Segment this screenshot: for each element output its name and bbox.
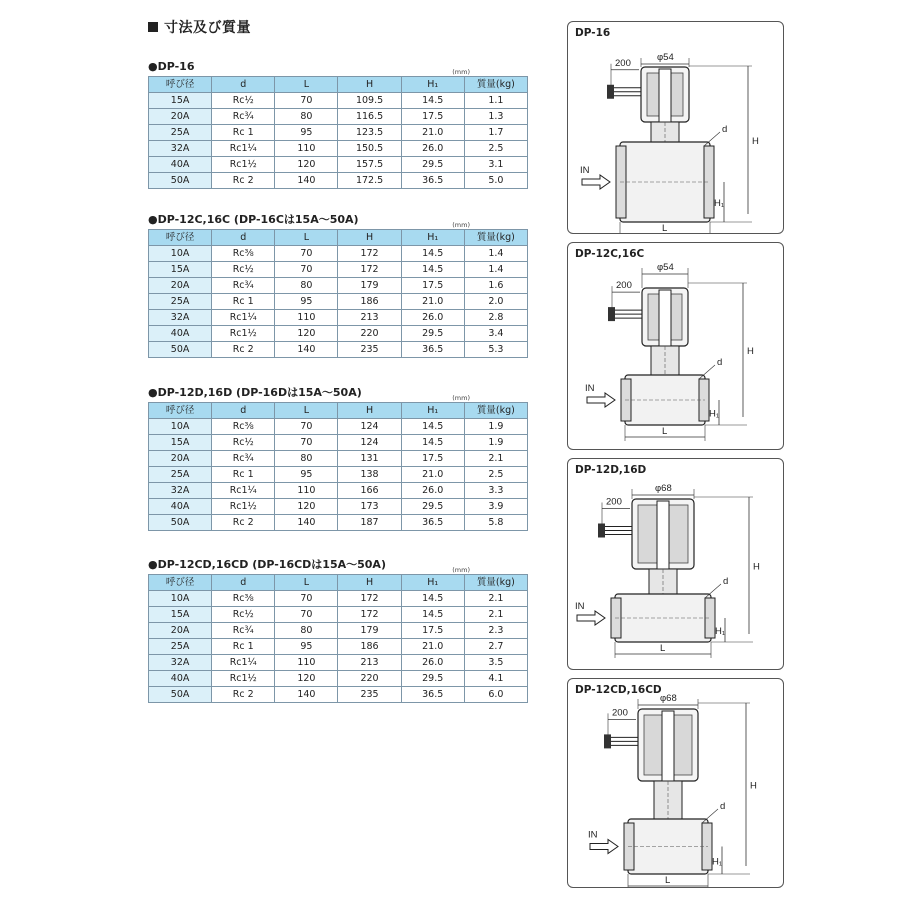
table-row [149, 515, 528, 531]
table-cell: 21.0 [401, 294, 464, 310]
table-row [149, 310, 528, 326]
table-cell: 110 [275, 310, 338, 326]
column-header: H₁ [401, 575, 464, 591]
table-cell: 172.5 [338, 173, 401, 189]
table-cell: 17.5 [401, 623, 464, 639]
height-label: H [753, 561, 760, 573]
column-header: H [338, 575, 401, 591]
table-cell: 40A [149, 157, 212, 173]
table-cell: 17.5 [401, 451, 464, 467]
table-cell: 172 [338, 591, 401, 607]
table-cell: 14.5 [401, 262, 464, 278]
table-cell: Rc 1 [212, 467, 275, 483]
diagram-title: DP-12CD,16CD [575, 684, 662, 696]
table-row [149, 326, 528, 342]
table-cell: 187 [338, 515, 401, 531]
table-cell: 5.3 [464, 342, 527, 358]
table-cell: 70 [275, 246, 338, 262]
table-cell: 17.5 [401, 109, 464, 125]
table-cell: 2.5 [464, 141, 527, 157]
table-title: ●DP-12CD,16CD (DP-16CDは15A～50A) [148, 558, 386, 571]
table-cell: 95 [275, 639, 338, 655]
table-cell: 5.8 [464, 515, 527, 531]
table-cell: 14.5 [401, 419, 464, 435]
spec-table [148, 574, 528, 703]
table-row [149, 278, 528, 294]
table-cell: 20A [149, 109, 212, 125]
table-cell: 120 [275, 499, 338, 515]
table-cell: 5.0 [464, 173, 527, 189]
inlet-label: IN [588, 829, 598, 841]
table-cell: Rc 2 [212, 687, 275, 703]
diagram-title: DP-12C,16C [575, 248, 645, 260]
table-cell: Rc1¼ [212, 141, 275, 157]
h1-label: H₁ [715, 626, 726, 637]
table-cell: 15A [149, 262, 212, 278]
table-cell: 14.5 [401, 246, 464, 262]
table-cell: Rc⅜ [212, 591, 275, 607]
table-cell: 110 [275, 141, 338, 157]
table-cell: 138 [338, 467, 401, 483]
table-header-row [149, 403, 528, 419]
table-cell: Rc¾ [212, 623, 275, 639]
inlet-label: IN [575, 601, 585, 612]
table-row [149, 591, 528, 607]
spec-table-section [148, 386, 528, 531]
table-header-row [149, 230, 528, 246]
port-size-label: d [717, 357, 723, 368]
table-cell: 32A [149, 655, 212, 671]
column-header: d [212, 230, 275, 246]
table-cell: 235 [338, 687, 401, 703]
inlet-label: IN [580, 165, 590, 176]
table-row [149, 419, 528, 435]
spec-table [148, 229, 528, 358]
table-cell: 70 [275, 607, 338, 623]
table-cell: 40A [149, 326, 212, 342]
table-cell: 70 [275, 435, 338, 451]
table-cell: 25A [149, 467, 212, 483]
leader-line [699, 365, 715, 379]
table-cell: Rc 2 [212, 173, 275, 189]
inlet-arrow-icon [582, 175, 610, 189]
table-cell: 3.3 [464, 483, 527, 499]
square-bullet-icon [148, 22, 158, 32]
table-cell: 2.3 [464, 623, 527, 639]
table-cell: 14.5 [401, 607, 464, 623]
table-cell: 26.0 [401, 483, 464, 499]
column-header: H [338, 230, 401, 246]
table-cell: Rc½ [212, 262, 275, 278]
column-header: 呼び径 [149, 230, 212, 246]
cable-length-label: 200 [615, 57, 631, 69]
table-row [149, 687, 528, 703]
table-row [149, 125, 528, 141]
table-cell: 179 [338, 278, 401, 294]
spec-table-section [148, 558, 528, 703]
table-cell: 25A [149, 639, 212, 655]
table-cell: 36.5 [401, 342, 464, 358]
inlet-label: IN [585, 383, 595, 394]
table-cell: 70 [275, 262, 338, 278]
table-header-row [149, 77, 528, 93]
table-cell: 21.0 [401, 125, 464, 141]
column-header: L [275, 77, 338, 93]
table-row [149, 639, 528, 655]
table-cell: 179 [338, 623, 401, 639]
table-cell: 109.5 [338, 93, 401, 109]
table-row [149, 294, 528, 310]
table-cell: Rc⅜ [212, 246, 275, 262]
table-cell: Rc 2 [212, 342, 275, 358]
table-cell: 50A [149, 342, 212, 358]
table-cell: 186 [338, 639, 401, 655]
table-cell: 213 [338, 655, 401, 671]
table-cell: 80 [275, 109, 338, 125]
table-cell: Rc¾ [212, 278, 275, 294]
cable-connector [607, 85, 614, 99]
diagram-panel [567, 458, 784, 670]
spec-table [148, 76, 528, 189]
height-label: H [752, 136, 759, 147]
table-cell: 2.0 [464, 294, 527, 310]
cable-length-label: 200 [616, 280, 632, 292]
spec-table [148, 402, 528, 531]
table-cell: 29.5 [401, 499, 464, 515]
table-cell: 120 [275, 326, 338, 342]
page-title-text: 寸法及び質量 [164, 20, 251, 36]
table-cell: 95 [275, 125, 338, 141]
table-row [149, 607, 528, 623]
table-cell: 36.5 [401, 173, 464, 189]
table-cell: 172 [338, 262, 401, 278]
diagram-title: DP-12D,16D [575, 464, 647, 476]
diameter-label: φ68 [660, 693, 677, 704]
column-header: 質量(kg) [464, 575, 527, 591]
table-cell: 70 [275, 93, 338, 109]
inlet-arrow-icon [577, 611, 605, 625]
diagram-panel [567, 242, 784, 450]
inlet-arrow-icon [590, 840, 618, 854]
table-cell: 1.4 [464, 246, 527, 262]
table-cell: 32A [149, 141, 212, 157]
table-cell: 3.9 [464, 499, 527, 515]
table-cell: 26.0 [401, 310, 464, 326]
page-title [148, 17, 251, 37]
table-cell: Rc 1 [212, 125, 275, 141]
table-row [149, 246, 528, 262]
column-header: H₁ [401, 77, 464, 93]
table-row [149, 342, 528, 358]
table-cell: 3.1 [464, 157, 527, 173]
port-size-label: d [723, 576, 729, 587]
table-cell: 2.1 [464, 591, 527, 607]
table-cell: 70 [275, 419, 338, 435]
table-row [149, 483, 528, 499]
column-header: L [275, 230, 338, 246]
height-label: H [750, 780, 757, 792]
column-header: 呼び径 [149, 403, 212, 419]
table-cell: Rc 2 [212, 515, 275, 531]
table-cell: Rc1¼ [212, 655, 275, 671]
table-cell: 17.5 [401, 278, 464, 294]
table-row [149, 451, 528, 467]
unit-label: (mm) [452, 566, 470, 574]
table-cell: 173 [338, 499, 401, 515]
cable-length-label: 200 [612, 707, 628, 719]
table-cell: 1.9 [464, 435, 527, 451]
diameter-label: φ54 [657, 52, 674, 63]
table-cell: 50A [149, 173, 212, 189]
table-cell: 10A [149, 419, 212, 435]
table-cell: 2.7 [464, 639, 527, 655]
table-cell: 2.5 [464, 467, 527, 483]
length-label: L [665, 875, 671, 886]
table-cell: 3.4 [464, 326, 527, 342]
table-cell: Rc½ [212, 93, 275, 109]
column-header: 呼び径 [149, 575, 212, 591]
table-cell: 95 [275, 294, 338, 310]
table-cell: 14.5 [401, 93, 464, 109]
valve-drawing [568, 459, 783, 669]
table-cell: 220 [338, 326, 401, 342]
table-cell: 116.5 [338, 109, 401, 125]
table-cell: 25A [149, 125, 212, 141]
diameter-label: φ54 [657, 262, 674, 273]
table-cell: Rc¾ [212, 109, 275, 125]
table-row [149, 173, 528, 189]
table-cell: 26.0 [401, 655, 464, 671]
table-cell: 10A [149, 246, 212, 262]
height-label: H [747, 346, 754, 357]
column-header: H₁ [401, 403, 464, 419]
length-label: L [660, 643, 666, 654]
table-cell: 140 [275, 342, 338, 358]
cable-connector [608, 307, 615, 321]
table-cell: Rc 1 [212, 639, 275, 655]
table-cell: 29.5 [401, 671, 464, 687]
plunger-tube [657, 501, 669, 579]
table-cell: 80 [275, 278, 338, 294]
table-cell: Rc1½ [212, 157, 275, 173]
table-cell: 6.0 [464, 687, 527, 703]
column-header: L [275, 575, 338, 591]
spec-table-section [148, 213, 528, 358]
table-cell: 20A [149, 451, 212, 467]
unit-label: (mm) [452, 394, 470, 402]
column-header: d [212, 403, 275, 419]
table-cell: 36.5 [401, 687, 464, 703]
table-cell: Rc½ [212, 607, 275, 623]
table-cell: Rc½ [212, 435, 275, 451]
table-cell: Rc1½ [212, 499, 275, 515]
table-cell: 50A [149, 515, 212, 531]
table-cell: 14.5 [401, 435, 464, 451]
table-cell: 2.1 [464, 451, 527, 467]
table-cell: 220 [338, 671, 401, 687]
table-row [149, 467, 528, 483]
cable-connector [598, 524, 605, 538]
table-cell: 140 [275, 173, 338, 189]
table-cell: 1.6 [464, 278, 527, 294]
table-cell: 10A [149, 591, 212, 607]
table-cell: 213 [338, 310, 401, 326]
table-cell: 110 [275, 655, 338, 671]
table-cell: 20A [149, 623, 212, 639]
table-row [149, 623, 528, 639]
column-header: d [212, 77, 275, 93]
valve-drawing [568, 243, 783, 449]
table-cell: 40A [149, 671, 212, 687]
table-cell: 186 [338, 294, 401, 310]
h1-label: H₁ [709, 408, 720, 420]
table-cell: 50A [149, 687, 212, 703]
table-cell: 124 [338, 435, 401, 451]
diagram-panel [567, 21, 784, 234]
table-cell: 4.1 [464, 671, 527, 687]
table-cell: 14.5 [401, 591, 464, 607]
table-row [149, 109, 528, 125]
table-title: ●DP-16 [148, 60, 195, 73]
valve-drawing [568, 22, 783, 233]
table-cell: 36.5 [401, 515, 464, 531]
column-header: d [212, 575, 275, 591]
table-cell: 3.5 [464, 655, 527, 671]
column-header: H₁ [401, 230, 464, 246]
table-cell: 131 [338, 451, 401, 467]
table-cell: 172 [338, 607, 401, 623]
cable-length-label: 200 [606, 496, 622, 508]
column-header: L [275, 403, 338, 419]
table-cell: Rc1½ [212, 671, 275, 687]
table-cell: 29.5 [401, 157, 464, 173]
leader-line [705, 584, 721, 598]
table-cell: 235 [338, 342, 401, 358]
diagram-panel [567, 678, 784, 888]
table-cell: 29.5 [401, 326, 464, 342]
table-cell: 1.4 [464, 262, 527, 278]
table-row [149, 435, 528, 451]
table-cell: 110 [275, 483, 338, 499]
plunger-tube [662, 711, 674, 791]
table-cell: 140 [275, 515, 338, 531]
diagram-title: DP-16 [575, 27, 611, 39]
table-cell: Rc1¼ [212, 310, 275, 326]
column-header: 質量(kg) [464, 403, 527, 419]
table-cell: 140 [275, 687, 338, 703]
table-row [149, 655, 528, 671]
table-row [149, 157, 528, 173]
table-title: ●DP-12C,16C (DP-16Cは15A～50A) [148, 213, 359, 226]
diameter-label: φ68 [655, 483, 672, 494]
table-row [149, 671, 528, 687]
table-cell: 80 [275, 623, 338, 639]
column-header: 質量(kg) [464, 230, 527, 246]
table-header-row [149, 575, 528, 591]
column-header: H [338, 403, 401, 419]
table-cell: 15A [149, 607, 212, 623]
table-cell: 32A [149, 310, 212, 326]
cable-connector [604, 734, 611, 748]
table-cell: 21.0 [401, 639, 464, 655]
table-cell: 40A [149, 499, 212, 515]
table-cell: 25A [149, 294, 212, 310]
leader-line [702, 809, 718, 823]
table-cell: 32A [149, 483, 212, 499]
column-header: 呼び径 [149, 77, 212, 93]
table-title: ●DP-12D,16D (DP-16Dは15A～50A) [148, 386, 362, 399]
table-cell: 15A [149, 435, 212, 451]
table-row [149, 141, 528, 157]
table-cell: 150.5 [338, 141, 401, 157]
table-row [149, 93, 528, 109]
table-cell: Rc 1 [212, 294, 275, 310]
bonnet [651, 346, 679, 379]
table-cell: 1.9 [464, 419, 527, 435]
spec-table-section [148, 60, 528, 189]
table-cell: Rc1½ [212, 326, 275, 342]
table-cell: Rc⅜ [212, 419, 275, 435]
table-cell: 80 [275, 451, 338, 467]
table-cell: 123.5 [338, 125, 401, 141]
port-size-label: d [720, 801, 726, 812]
table-cell: 1.7 [464, 125, 527, 141]
table-cell: 166 [338, 483, 401, 499]
table-cell: 120 [275, 671, 338, 687]
table-row [149, 499, 528, 515]
table-cell: 2.1 [464, 607, 527, 623]
table-row [149, 262, 528, 278]
table-cell: 21.0 [401, 467, 464, 483]
table-cell: 120 [275, 157, 338, 173]
port-size-label: d [722, 124, 728, 135]
leader-line [704, 132, 720, 146]
length-label: L [662, 223, 668, 233]
unit-label: (mm) [452, 221, 470, 229]
unit-label: (mm) [452, 68, 470, 76]
table-cell: 1.1 [464, 93, 527, 109]
table-cell: 95 [275, 467, 338, 483]
table-cell: Rc1¼ [212, 483, 275, 499]
table-cell: 2.8 [464, 310, 527, 326]
column-header: 質量(kg) [464, 77, 527, 93]
valve-drawing [568, 679, 783, 887]
h1-label: H₁ [712, 856, 723, 868]
inlet-arrow-icon [587, 393, 615, 407]
table-cell: 15A [149, 93, 212, 109]
table-cell: 26.0 [401, 141, 464, 157]
table-cell: 172 [338, 246, 401, 262]
column-header: H [338, 77, 401, 93]
table-cell: 1.3 [464, 109, 527, 125]
h1-label: H₁ [714, 198, 725, 209]
table-cell: 70 [275, 591, 338, 607]
length-label: L [662, 426, 668, 437]
table-cell: Rc¾ [212, 451, 275, 467]
table-cell: 157.5 [338, 157, 401, 173]
table-cell: 20A [149, 278, 212, 294]
table-cell: 124 [338, 419, 401, 435]
